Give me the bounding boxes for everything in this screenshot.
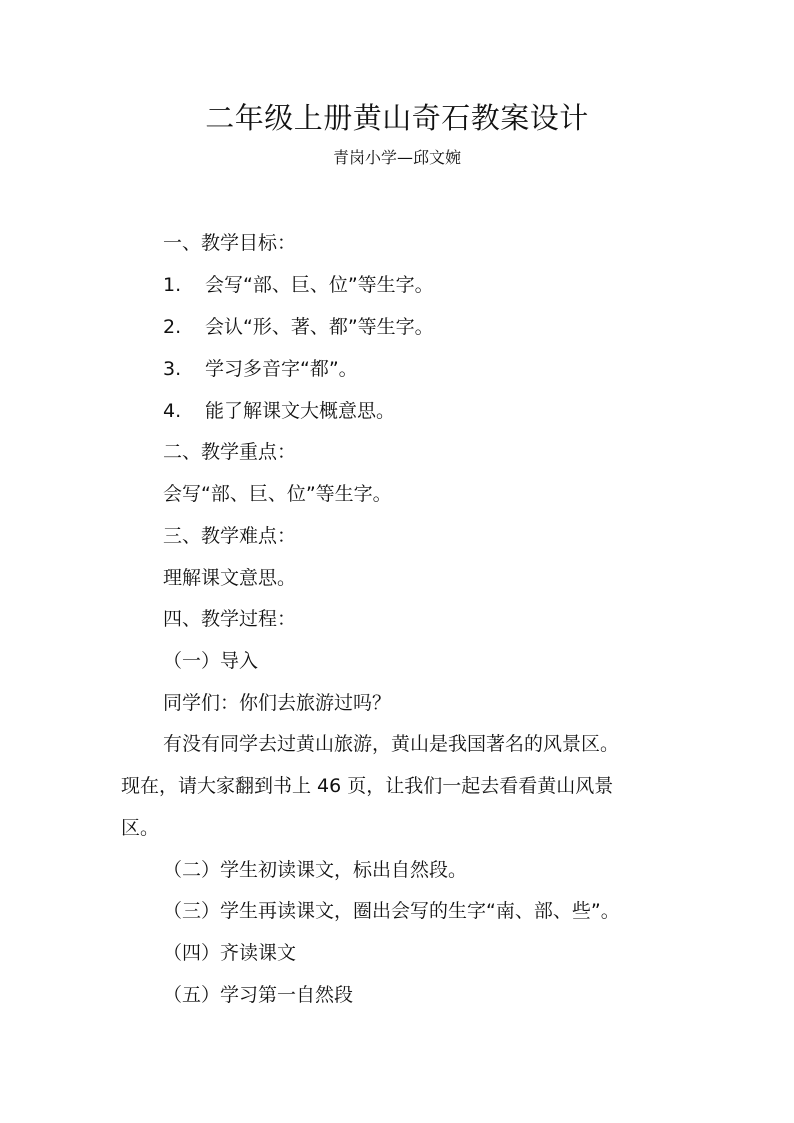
- goal-number: 3.: [163, 358, 182, 380]
- goal-item-2: [163, 313, 434, 341]
- goal-text: 学习多音字“都”。: [205, 358, 358, 380]
- step1-paragraph-line: 有没有同学去过黄山旅游，黄山是我国著名的风景区。: [163, 733, 620, 755]
- step5-line: （五）学习第一自然段: [163, 984, 354, 1006]
- document-title: 二年级上册黄山奇石教案设计: [205, 101, 589, 135]
- goal-number: 2.: [163, 316, 182, 338]
- difficulty-heading: 三、教学难点：: [163, 525, 297, 547]
- step1-heading: （一）导入: [163, 650, 259, 672]
- key-points-heading: 二、教学重点：: [163, 441, 297, 463]
- difficulty-text: 理解课文意思。: [163, 567, 297, 589]
- step4-line: （四）齐读课文: [163, 942, 297, 964]
- goal-number: 4.: [163, 400, 182, 422]
- goal-number: 1.: [163, 274, 182, 296]
- goal-item-3: [163, 355, 358, 383]
- goals-heading: 一、教学目标：: [163, 232, 297, 254]
- step1-paragraph-line: 区。: [121, 817, 160, 839]
- document-author: 青岗小学—邱文婉: [332, 148, 461, 167]
- goal-text: 会写“部、巨、位”等生字。: [205, 274, 434, 296]
- step1-paragraph-line: 现在，请大家翻到书上 46 页，让我们一起去看看黄山风景: [121, 775, 614, 797]
- goal-item-1: [163, 271, 434, 299]
- step1-question: 同学们：你们去旅游过吗？: [163, 692, 392, 714]
- process-heading: 四、教学过程：: [163, 608, 297, 630]
- key-points-text: 会写“部、巨、位”等生字。: [163, 483, 392, 505]
- step2-line: （二）学生初读课文，标出自然段。: [163, 859, 468, 881]
- step3-line: （三）学生再读课文，圈出会写的生字“南、部、些”。: [163, 900, 620, 922]
- goal-text: 会认“形、著、都”等生字。: [205, 316, 434, 338]
- goal-text: 能了解课文大概意思。: [205, 400, 396, 422]
- goal-item-4: [163, 397, 395, 425]
